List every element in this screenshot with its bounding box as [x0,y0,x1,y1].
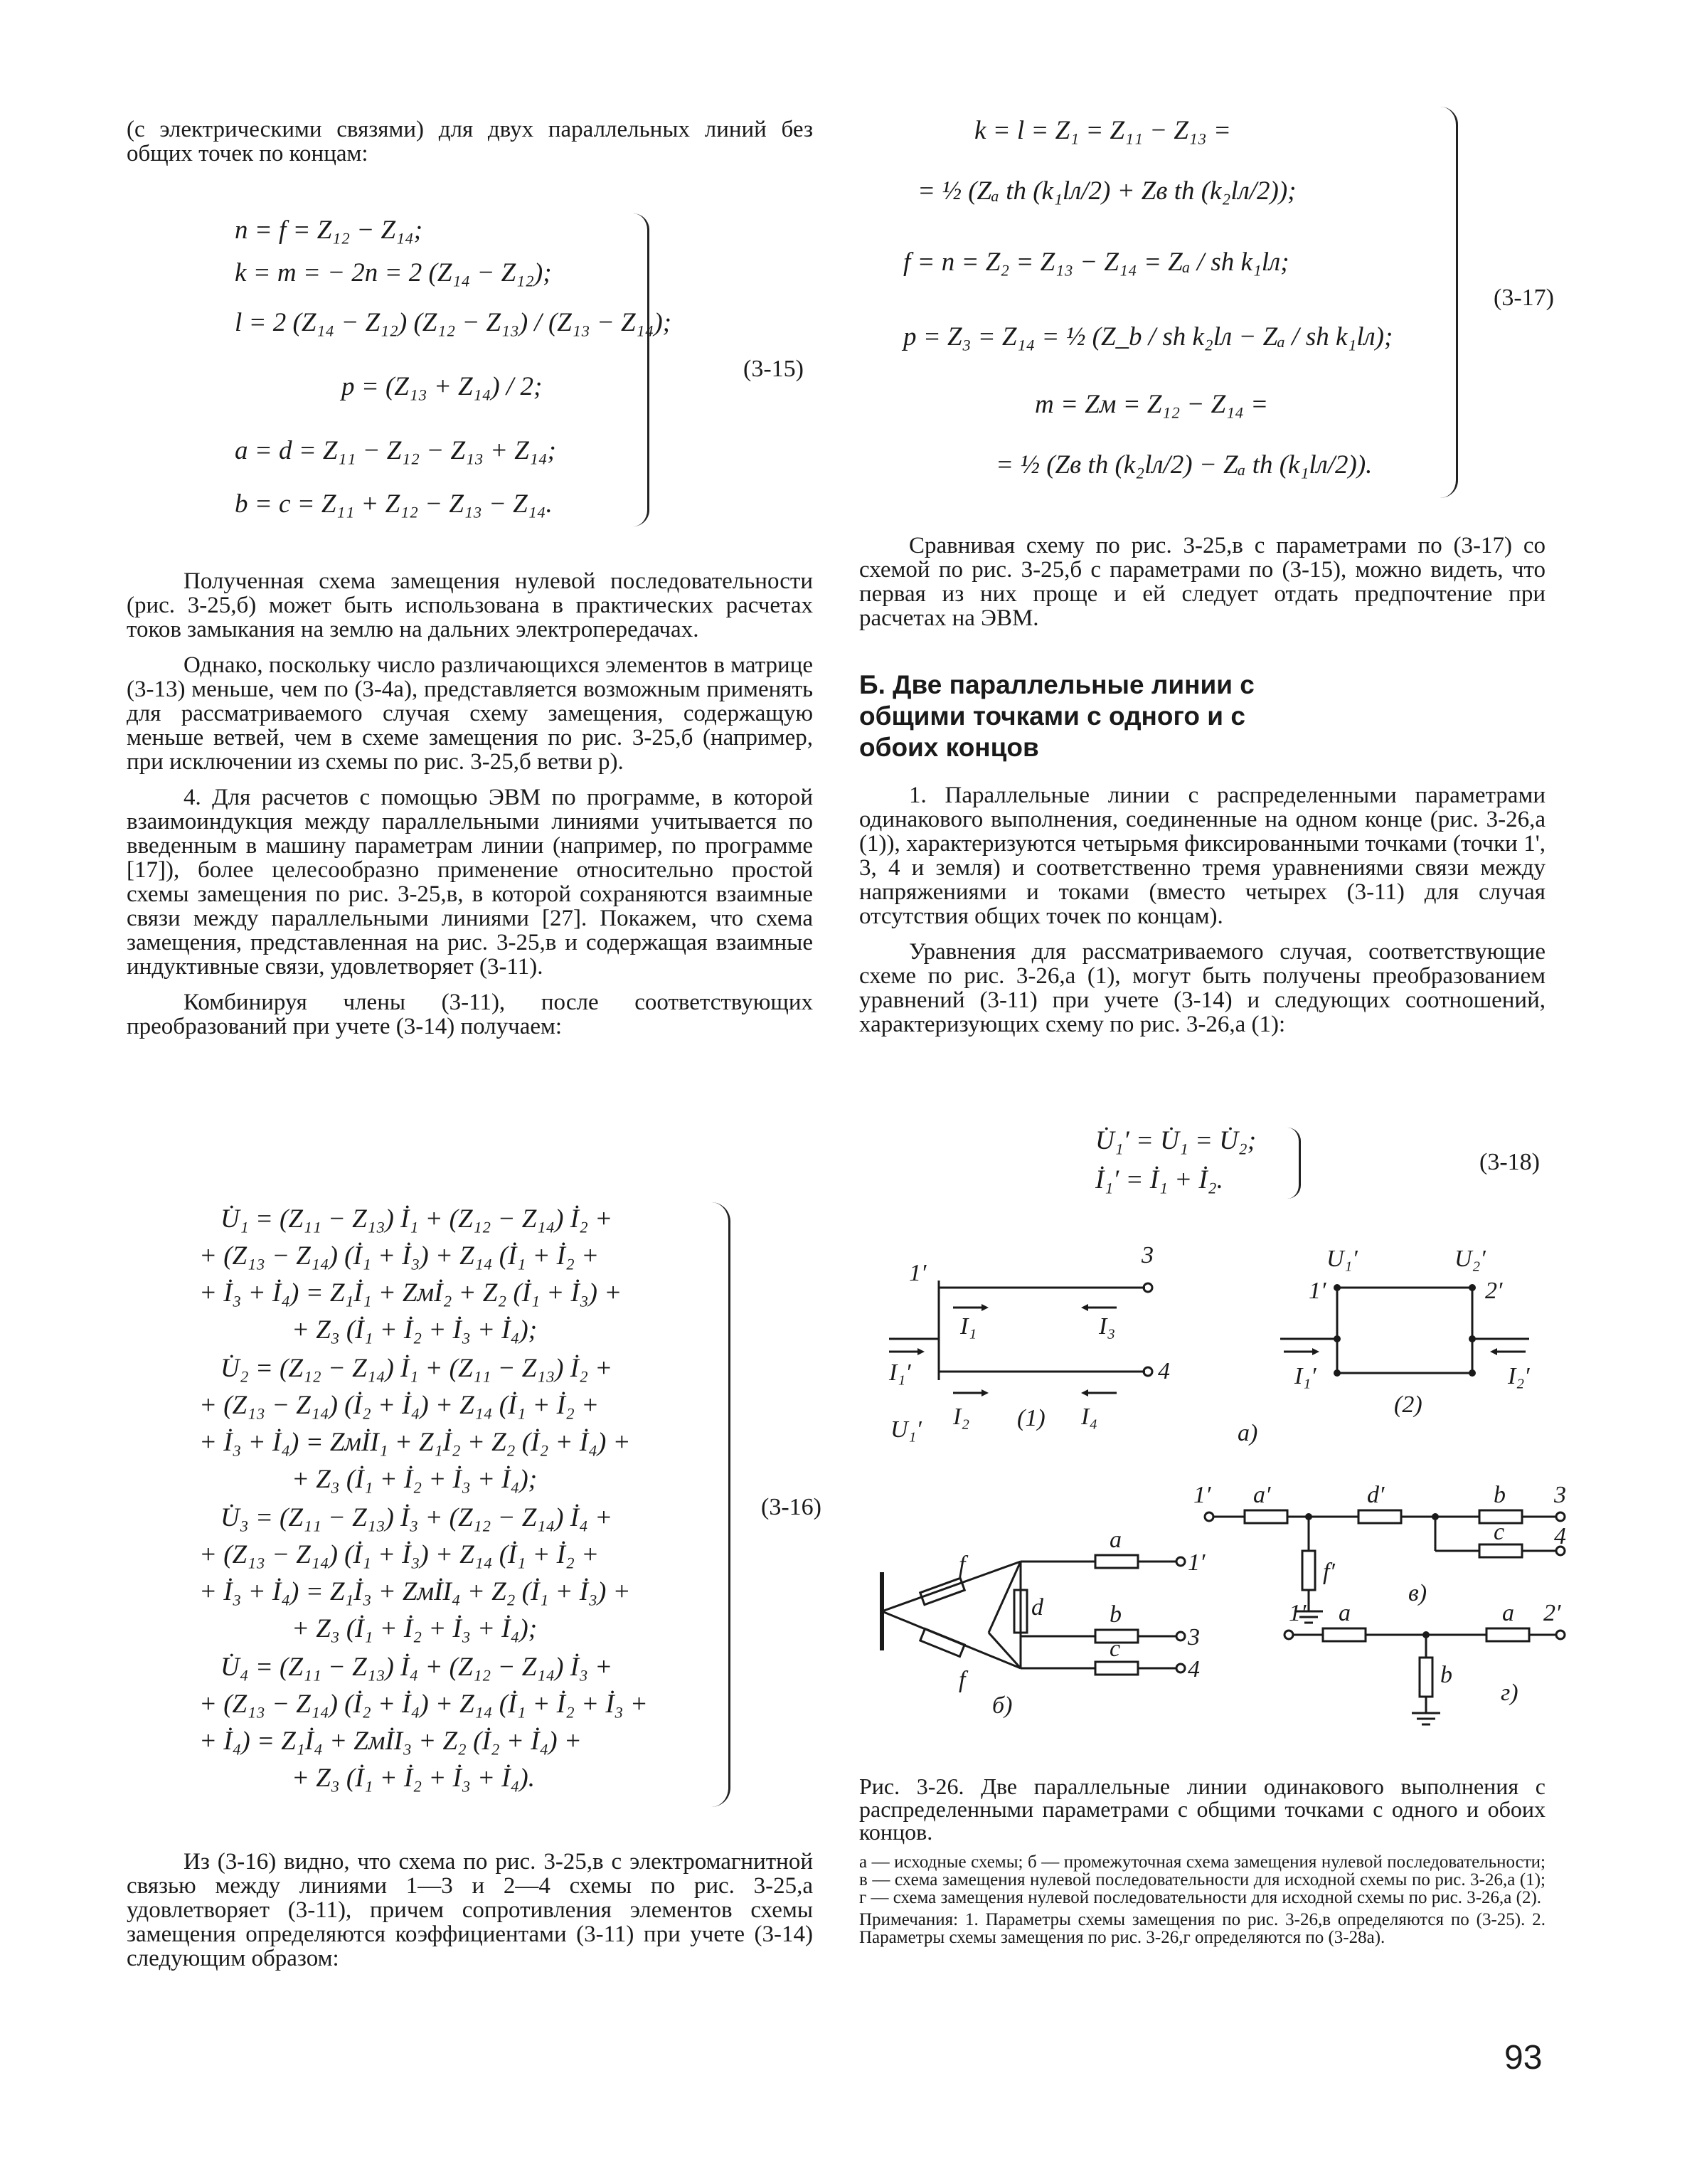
eq316-l9: U̇₃ = (Z₁₁ − Z₁₃) İ₃ + (Z₁₂ − Z₁₄) İ₄ + [220,1503,613,1532]
b-node-4: 4 [1188,1656,1200,1682]
b-label: б) [992,1692,1013,1719]
eq316-l14: + (Z₁₃ − Z₁₄) (İ₂ + İ₄) + Z₁₄ (İ₁ + İ₂ + İ₃ + [199,1690,648,1719]
eq318-brace [1287,1128,1301,1199]
a1-current-1p: I₁′ [889,1359,911,1386]
paragraph-2: Однако, поскольку число различающихся элементов в матрице (3-13) меньше, чем по (3-4а), представляется возможным применять для рассматриваемого случая схему замещения, содержащую меньше ветвей, чем в схеме замещения по рис. 3-25,б (например, при исключении из схемы по рис. 3-25,б ветви p). [127,652,813,775]
v-label-d: d′ [1367,1482,1385,1508]
equation-3-18 [1095,1124,1565,1209]
eq316-number: (3-16) [761,1494,821,1520]
eq315-line5: a = d = Z₁₁ − Z₁₂ − Z₁₃ + Z₁₄; [235,436,556,465]
a1-sublabel: (1) [1017,1405,1046,1431]
b-node-3: 3 [1188,1624,1200,1650]
b-node-1p: 1′ [1188,1549,1206,1576]
eq317-l3: f = n = Z₂ = Z₁₃ − Z₁₄ = Zₐ / sh k₁lл; [903,248,1289,277]
eq317-number: (3-17) [1494,285,1554,311]
a2-sublabel: (2) [1394,1391,1422,1418]
g-label-b: b [1440,1662,1452,1688]
page-number: 93 [1504,2039,1543,2077]
a1-current-1: I₁ [960,1313,977,1340]
v-node-1p: 1′ [1193,1482,1211,1508]
a2-voltage-2: U₂′ [1454,1246,1486,1272]
v-label-c: c [1494,1519,1505,1545]
b-label-f1: f [959,1552,966,1578]
eq316-brace [711,1202,730,1807]
right-paragraph-1: Сравнивая схему по рис. 3-25,в с параметрами по (3-17) со схемой по рис. 3-25,б с параметрами по (3-15), можно видеть, что первая из них проще и ей следует отдать предпочтение при расчетах на ЭВМ. [859,533,1546,631]
b-label-d: d [1031,1594,1043,1621]
eq315-brace [633,213,649,526]
paragraph-4: Комбинируя члены (3-11), после соответствующих преобразований при учете (3-14) получаем: [127,990,813,1039]
a2-current-1p: I₁′ [1294,1363,1316,1389]
a2-node-1p: 1′ [1309,1278,1326,1304]
diagram-g [1284,1628,1565,1724]
intro-paragraph: (с электрическими связями) для двух параллельных линий без общих точек по концам: [127,117,813,166]
eq316-l4: + Z₃ (İ₁ + İ₂ + İ₃ + İ₄); [292,1315,538,1345]
eq316-l12: + Z₃ (İ₁ + İ₂ + İ₃ + İ₄); [292,1614,538,1643]
eq315-line1: n = f = Z₁₂ − Z₁₄; [235,216,423,245]
left-column [127,117,813,166]
eq316-l15: + İ₄) = Z₁İ₄ + ZмİI₃ + Z₂ (İ₂ + İ₄) + [199,1727,582,1756]
equation-3-16 [199,1202,839,1821]
a1-voltage: U₁′ [890,1416,922,1443]
left-column-body [127,569,813,1039]
a-label: а) [1238,1420,1258,1446]
eq316-l10: + (Z₁₃ − Z₁₄) (İ₁ + İ₃) + Z₁₄ (İ₁ + İ₂ + [199,1540,600,1569]
eq317-l5: m = Zм = Z₁₂ − Z₁₄ = [1035,390,1269,419]
a2-current-2p: I₂′ [1508,1363,1530,1389]
eq315-line4: p = (Z₁₃ + Z₁₄) / 2; [341,372,543,401]
eq316-l11: + İ₃ + İ₄) = Z₁İ₃ + ZмİI₄ + Z₂ (İ₁ + İ₃) + [199,1577,631,1606]
eq315-line6: b = c = Z₁₁ + Z₁₂ − Z₁₃ − Z₁₄. [235,489,553,519]
section-heading: Б. Две параллельные линии с общими точками с одного и с обоих концов [859,670,1255,762]
eq317-l6: = ½ (Zв th (k₂lл/2) − Zₐ th (k₁lл/2)). [996,450,1373,479]
a1-node-1p: 1′ [909,1260,927,1286]
a1-node-3: 3 [1142,1242,1154,1268]
right-column-body [859,534,1546,1037]
eq317-brace [1440,107,1458,498]
b-label-c: c [1110,1636,1121,1662]
a2-voltage-1: U₁′ [1326,1246,1358,1272]
equation-3-15 [235,206,811,526]
v-label-b: b [1494,1482,1506,1508]
figure-note-2: Примечания: 1. Параметры схемы замещения по рис. 3-26,в определяются по (3-25). 2. Параметры схемы замещения по рис. 3-26,г определяются по (3-28а). [859,1910,1546,1947]
paragraph-1: Полученная схема замещения нулевой последовательности (рис. 3-25,б) может быть использована в практических расчетах токов замыкания на землю на дальних электропередачах. [127,568,813,642]
eq316-l2: + (Z₁₃ − Z₁₄) (İ₁ + İ₃) + Z₁₄ (İ₁ + İ₂ + [199,1241,600,1271]
eq316-l3: + İ₃ + İ₄) = Z₁İ₁ + Zмİ₂ + Z₂ (İ₁ + İ₃) + [199,1278,622,1308]
g-label-a1: a [1339,1600,1351,1626]
eq316-l13: U̇₄ = (Z₁₁ − Z₁₃) İ₄ + (Z₁₂ − Z₁₄) İ₃ + [220,1653,613,1682]
equation-3-17 [903,107,1579,505]
eq316-l16: + Z₃ (İ₁ + İ₂ + İ₃ + İ₄). [292,1764,535,1793]
eq315-line2: k = m = − 2n = 2 (Z₁₄ − Z₁₂); [235,258,552,287]
b-label-b: b [1110,1601,1122,1628]
eq316-l7: + İ₃ + İ₄) = ZмİI₁ + Z₁İ₂ + Z₂ (İ₂ + İ₄) + [199,1428,631,1457]
v-label: в) [1408,1580,1427,1606]
eq315-line3: l = 2 (Z₁₄ − Z₁₂) (Z₁₂ − Z₁₃) / (Z₁₃ − Z₁₄); [235,308,672,337]
eq318-l1: U̇₁′ = U̇₁ = U̇₂; [1095,1126,1257,1155]
g-label-a2: a [1502,1600,1514,1626]
eq315-number: (3-15) [743,356,804,382]
eq316-l8: + Z₃ (İ₁ + İ₂ + İ₃ + İ₄); [292,1465,538,1494]
v-node-3: 3 [1554,1482,1566,1508]
v-label-f: f′ [1323,1559,1335,1585]
eq316-l5: U̇₂ = (Z₁₂ − Z₁₄) İ₁ + (Z₁₁ − Z₁₃) İ₂ + [220,1354,613,1383]
eq316-l1: U̇₁ = (Z₁₁ − Z₁₃) İ₁ + (Z₁₂ − Z₁₄) İ₂ + [220,1204,613,1234]
figure-3-26 [853,1238,1565,1729]
a1-current-4: I₄ [1081,1404,1098,1430]
g-label: г) [1501,1680,1518,1706]
g-node-1p: 1′ [1289,1600,1307,1626]
g-node-2p: 2′ [1543,1600,1561,1626]
eq318-l2: İ₁′ = İ₁ + İ₂. [1095,1165,1223,1194]
eq317-l2: = ½ (Zₐ th (k₁lл/2) + Zв th (k₂lл/2)); [917,176,1297,206]
v-label-a: a′ [1253,1482,1271,1508]
right-paragraph-3: Уравнения для рассматриваемого случая, соответствующие схеме по рис. 3-26,а (1), могут быть получены преобразованием уравнений (3-11) при учете (3-14) и следующих соотношений, характеризующих схему по рис. 3-26,а (1): [859,939,1546,1037]
paragraph-5: Из (3-16) видно, что схема по рис. 3-25,в с электромагнитной связью между линиями 1—3 и 2—4 схемы по рис. 3-25,а удовлетворяет (3-11), причем сопротивления элементов схемы замещения определяются коэффициентами (3-11) при учете (3-14) следующим образом: [127,1849,813,1971]
figure-caption-block [859,1775,1546,1946]
eq317-l4: p = Z₃ = Z₁₄ = ½ (Z_b / sh k₂lл − Zₐ / sh k₁lл); [903,322,1393,351]
figure-caption: Рис. 3-26. Две параллельные линии одинакового выполнения с распределенными параметрами с общими точками с одного и обоих концов. [859,1774,1546,1845]
eq318-number: (3-18) [1479,1149,1540,1175]
paragraph-3: 4. Для расчетов с помощью ЭВМ по программе, в которой взаимоиндукция между параллельными линиями учитывается по введенным в машину параметрам линии (например, по программе [17]), более целесообразно применение относительно простой схемы замещения по рис. 3-25,в, в которой сохраняются взаимные связи между параллельными линиями [27]. Покажем, что схема замещения, представленная на рис. 3-25,в и содержащая взаимные индуктивные связи, удовлетворяет (3-11). [127,785,813,980]
eq317-l1: k = l = Z₁ = Z₁₁ − Z₁₃ = [974,116,1231,145]
eq316-l6: + (Z₁₃ − Z₁₄) (İ₂ + İ₄) + Z₁₄ (İ₁ + İ₂ + [199,1391,600,1420]
right-paragraph-2: 1. Параллельные линии с распределенными параметрами одинакового выполнения, соединенные на одном конце (рис. 3-26,а (1)), характеризуются четырьмя фиксированными точками (точки 1', 3, 4 и земля) и соответственно тремя уравнениями связи между напряжениями и токами (вместо четырех (3-11) для случая отсутствия общих точек по концам). [859,783,1546,929]
figure-note-1: а — исходные схемы; б — промежуточная схема замещения нулевой последовательности; в — схема замещения нулевой последовательности для исходной схемы по рис. 3-26,а (1); г — схема замещения нулевой последовательности для исходной схемы по рис. 3-26,а (2). [859,1852,1546,1907]
a2-node-2p: 2′ [1485,1278,1503,1304]
v-node-4: 4 [1554,1523,1566,1549]
b-label-f2: f [959,1667,966,1693]
a1-current-3: I₃ [1099,1313,1116,1340]
a1-node-4: 4 [1158,1358,1170,1384]
a1-current-2: I₂ [953,1404,970,1430]
left-column-end [127,1850,813,1971]
b-label-a: a [1110,1527,1122,1553]
